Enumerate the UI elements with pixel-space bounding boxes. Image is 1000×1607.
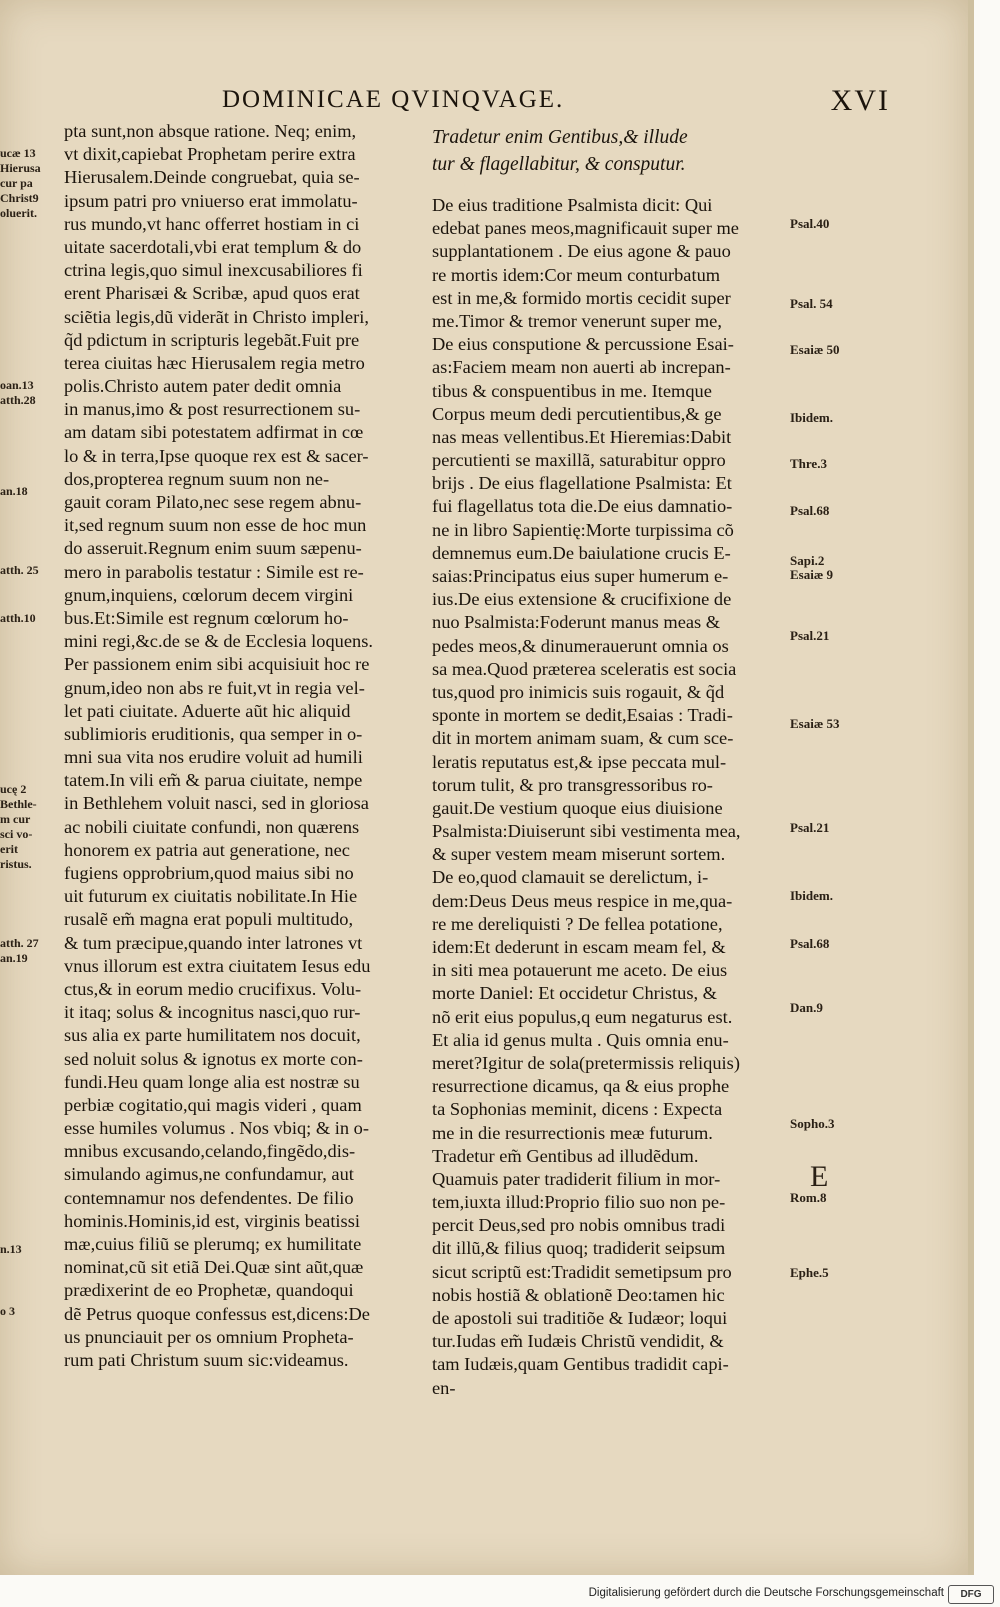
- text-line: re me dereliquisti ? De fellea potatione,: [432, 913, 723, 934]
- margin-note: [0, 563, 58, 578]
- text-line: in Bethlehem voluit nasci, sed in gloriosa: [64, 793, 369, 814]
- text-line: & super vestem meam miserunt sortem.: [432, 844, 726, 865]
- left-text-column: [64, 120, 414, 1372]
- right-text-column: [432, 124, 792, 1400]
- text-line: Hierusalem.Deinde congruebat, quia se-: [64, 167, 360, 188]
- margin-note-line: atth.28: [0, 393, 36, 407]
- text-line: torum tulit, & pro transgressoribus ro-: [432, 774, 713, 795]
- margin-note: [0, 378, 58, 408]
- text-line: uitate sacerdotali,vbi erat templum & do: [64, 236, 362, 257]
- text-line: nuo Psalmista:Foderunt manus meas &: [432, 612, 721, 633]
- margin-reference: Esaiæ 9: [790, 567, 833, 582]
- margin-note-line: ucæ 13: [0, 146, 36, 160]
- margin-note: [0, 146, 58, 221]
- margin-note-line: an.19: [0, 951, 28, 965]
- text-line: tus,quod pro inimicis suis rogauit, & q̃d: [432, 681, 725, 702]
- text-line: perbiæ cogitatio,qui magis videri , quam: [64, 1094, 362, 1115]
- text-line: ac nobili ciuitate confundi, non quærens: [64, 816, 360, 837]
- digitization-footer: [0, 1582, 1000, 1607]
- text-line: vnus illorum est extra ciuitatem Iesus edu: [64, 955, 371, 976]
- text-line: ctus,& in eorum medio crucifixus. Volu-: [64, 978, 362, 999]
- text-line: sicut scriptũ est:Tradidit semetipsum pro: [432, 1261, 732, 1282]
- text-line: sublimioris eruditionis, qua semper in o-: [64, 723, 363, 744]
- margin-reference: Ibidem.: [790, 888, 833, 903]
- text-line: sus alia ex parte humilitatem nos docuit,: [64, 1025, 361, 1046]
- text-line: demnemus eum.De baiulatione crucis E-: [432, 542, 731, 563]
- section-heading: [432, 124, 792, 178]
- text-line: ipsum patri pro vniuerso erat immolatu-: [64, 190, 358, 211]
- text-line: gauit coram Pilato,nec sese regem abnu-: [64, 492, 362, 512]
- text-line: en-: [432, 1377, 456, 1398]
- margin-reference: Sapi.2: [790, 553, 825, 568]
- text-line: bus.Et:Simile est regnum cœlorum ho-: [64, 607, 349, 628]
- text-line: hominis.Hominis,id est, virginis beatissi: [64, 1210, 360, 1231]
- text-line: tem,iuxta illud:Proprio filio suo non pe-: [432, 1192, 726, 1213]
- folio-number: XVI: [830, 84, 890, 117]
- text-line: contemnamur nos defendentes. De filio: [64, 1187, 354, 1208]
- text-line: rusalẽ em̃ magna erat populi multitudo,: [64, 909, 354, 930]
- text-line: am datam sibi potestatem adfirmat in cœ: [64, 422, 364, 443]
- margin-reference: Thre.3: [790, 456, 827, 471]
- text-line: esse humiles volumus . Nos vbiq; & in o-: [64, 1118, 369, 1139]
- text-line: mini regi,&c.de se & de Ecclesia loquens.: [64, 631, 373, 652]
- text-line: dẽ Petrus quoque confessus est,dicens:De: [64, 1303, 370, 1324]
- margin-note: [0, 1304, 58, 1319]
- text-line: pta sunt,non absque ratione. Neq; enim,: [64, 121, 357, 141]
- text-line: tam Iudæis,quam Gentibus tradidit capi-: [432, 1354, 729, 1375]
- text-line: Quamuis pater tradiderit filium in mor-: [432, 1168, 721, 1189]
- text-line: ius.De eius extensione & crucifixione de: [432, 589, 732, 610]
- text-line: dit in mortem animam suam, & cum sce-: [432, 728, 734, 749]
- margin-reference: Psal.68: [790, 503, 830, 518]
- running-head: DOMINICAE QVINQVAGE.: [222, 86, 565, 113]
- margin-note-line: m cur: [0, 812, 31, 826]
- text-line: nas meas vellentibus.Et Hieremias:Dabit: [432, 426, 732, 447]
- text-line: supplantationem . De eius agone & pauo: [432, 241, 731, 262]
- text-line: fui flagellatus tota die.De eius damnatio-: [432, 496, 733, 517]
- margin-note-line: oluerit.: [0, 206, 37, 220]
- text-line: est in me,& formido mortis cecidit super: [432, 287, 731, 308]
- margin-note-line: ristus.: [0, 857, 32, 871]
- margin-note-line: ucę 2: [0, 782, 27, 796]
- text-line: prædixerint de eo Prophetæ, quandoqui: [64, 1280, 354, 1301]
- text-line: gauit.De vestium quoque eius diuisione: [432, 797, 723, 818]
- margin-note: [0, 782, 58, 872]
- margin-reference: Rom.8: [790, 1190, 827, 1205]
- text-line: tur.Iudas em̃ Iudæis Christũ vendidit, &: [432, 1331, 724, 1352]
- text-line: rum pati Christum suum sic:videamus.: [64, 1349, 349, 1370]
- text-line: resurrectione dicamus, qa & eius prophe: [432, 1076, 730, 1097]
- text-line: de apostoli sui traditiõe & Iudæor; loqui: [432, 1308, 728, 1328]
- margin-reference: Psal.40: [790, 216, 830, 231]
- text-line: polis.Christo autem pater dedit omnia: [64, 376, 342, 397]
- section-letter: E: [810, 1160, 829, 1193]
- margin-reference: Psal.21: [790, 628, 830, 643]
- text-line: in manus,imo & post resurrectionem su-: [64, 399, 361, 420]
- text-line: erent Pharisæi & Scribæ, apud quos erat: [64, 283, 360, 304]
- text-line: De eius traditione Psalmista dicit: Qui: [432, 195, 713, 215]
- margin-reference: Ephe.5: [790, 1265, 829, 1280]
- text-line: sponte in mortem se dedit,Esaias : Tradi-: [432, 705, 733, 726]
- text-line: Psalmista:Diuiserunt sibi vestimenta mea,: [432, 821, 741, 842]
- text-line: in siti mea potauerunt me aceto. De eius: [432, 960, 728, 981]
- text-line: De eius consputione & percussione Esai-: [432, 334, 734, 355]
- text-line: Tradetur em̃ Gentibus ad illudẽdum.: [432, 1145, 699, 1166]
- margin-reference: Psal.68: [790, 936, 830, 951]
- text-line: sciẽtia legis,dũ viderãt in Christo impleri,: [64, 306, 369, 327]
- text-line: me.Timor & tremor venerunt super me,: [432, 310, 722, 331]
- margin-note-line: Bethle-: [0, 797, 37, 811]
- text-line: sed noluit solus & ignotus ex morte con-: [64, 1048, 363, 1069]
- margin-note: [0, 936, 58, 966]
- text-line: idem:Et dederunt in escam meam fel, &: [432, 937, 726, 957]
- text-line: brijs . De eius flagellatione Psalmista: Et: [432, 473, 732, 494]
- margin-note-line: cur pa: [0, 176, 33, 190]
- margin-reference: Esaiæ 50: [790, 342, 840, 357]
- margin-reference: Sopho.3: [790, 1116, 835, 1131]
- text-line: saias:Principatus eius super humerum e-: [432, 566, 729, 586]
- margin-note-line: atth.10: [0, 611, 36, 625]
- text-line: terea ciuitas hæc Hierusalem regia metro: [64, 352, 365, 373]
- text-line: morte Daniel: Et occidetur Christus, &: [432, 983, 717, 1004]
- margin-note-line: Christ9: [0, 191, 39, 205]
- text-line: Corpus meum dedi percutientibus,& ge: [432, 403, 722, 424]
- text-line: let pati ciuitate. Aduerte aũt hic aliquid: [64, 700, 351, 721]
- text-line: honorem ex patria aut generatione, nec: [64, 839, 350, 860]
- margin-note-line: atth. 25: [0, 563, 39, 577]
- text-line: nominat,cũ sit etiã Dei.Quæ sint aũt,quæ: [64, 1257, 364, 1278]
- right-body-text: [432, 194, 792, 1400]
- text-line: tibus & conspuentibus in me. Itemque: [432, 380, 712, 401]
- text-line: lo & in terra,Ipse quoque rex est & sacer-: [64, 445, 369, 466]
- margin-note-line: sci vo-: [0, 827, 33, 841]
- margin-reference: Dan.9: [790, 1000, 823, 1015]
- text-line: meret?Igitur de sola(pretermissis reliquis): [432, 1052, 740, 1073]
- margin-note-line: o 3: [0, 1304, 15, 1318]
- text-line: fundi.Heu quam longe alia est nostræ su: [64, 1071, 360, 1092]
- text-line: pedes meos,& dinumerauerunt omnia os: [432, 635, 729, 656]
- text-line: ne in libro Sapientię:Morte turpissima cõ: [432, 519, 734, 540]
- text-line: vt dixit,capiebat Prophetam perire extra: [64, 144, 356, 165]
- text-line: ta Sophonias meminit, dicens : Expecta: [432, 1099, 723, 1120]
- margin-note-line: Hierusa: [0, 161, 41, 175]
- text-line: as:Faciem meam non auerti ab increpan-: [432, 357, 731, 378]
- text-line: us pnunciauit per os omnium Propheta-: [64, 1326, 354, 1347]
- heading-line: tur & flagellabitur, & consputur.: [432, 154, 686, 175]
- margin-note-line: erit: [0, 842, 18, 856]
- text-line: gnum,ideo non abs re fuit,vt in regia vel-: [64, 677, 365, 698]
- text-line: Per passionem enim sibi acquisiuit hoc re: [64, 654, 370, 675]
- text-line: De eo,quod clamauit se derelictum, i-: [432, 867, 709, 888]
- margin-note-line: atth. 27: [0, 936, 39, 950]
- text-line: dem:Deus Deus meus respice in me,qua-: [432, 890, 733, 911]
- text-line: percutienti se maxillã, saturabitur oppro: [432, 450, 726, 471]
- text-line: sa mea.Quod præterea sceleratis est socia: [432, 658, 737, 679]
- text-line: nobis hostiã & oblationẽ Deo:tamen hic: [432, 1284, 725, 1305]
- text-line: fugiens opprobrium,quod maius sibi no: [64, 863, 354, 883]
- margin-reference: Psal.21: [790, 820, 830, 835]
- text-line: dos,propterea regnum suum non ne-: [64, 468, 330, 489]
- margin-note-line: n.13: [0, 1242, 22, 1256]
- text-line: edebat panes meos,magnificauit super me: [432, 218, 739, 239]
- text-line: mero in parabolis testatur : Simile est re-: [64, 561, 364, 582]
- text-line: rus mundo,vt hanc offerret hostiam in ci: [64, 213, 360, 234]
- margin-note: [0, 484, 58, 499]
- footer-credit: Digitalisierung gefördert durch die Deutsche Forschungsgemeinschaft: [588, 1587, 944, 1599]
- margin-note-line: oan.13: [0, 378, 34, 392]
- margin-reference: Esaiæ 53: [790, 716, 840, 731]
- text-line: mni sua vita nos erudire voluit ad humili: [64, 747, 363, 768]
- heading-line: Tradetur enim Gentibus,& illude: [432, 127, 688, 148]
- text-line: re mortis idem:Cor meum conturbatum: [432, 264, 721, 285]
- text-line: simulando agimus,ne confundamur, aut: [64, 1164, 354, 1185]
- text-line: ctrina legis,quo simul inexcusabiliores fi: [64, 260, 363, 281]
- margin-reference: Psal. 54: [790, 296, 833, 311]
- text-line: do asseruit.Regnum enim suum sæpenu-: [64, 538, 362, 559]
- text-line: leratis reputatus est,& ipse peccata mul-: [432, 751, 727, 772]
- text-line: gnum,inquiens, cœlorum decem virgini: [64, 584, 354, 605]
- margin-note: [0, 611, 58, 626]
- text-line: tatem.In vili em̃ & parua ciuitate, nempe: [64, 770, 363, 791]
- margin-note: [0, 1242, 58, 1257]
- text-line: percit Deus,sed pro nobis omnibus tradi: [432, 1215, 726, 1236]
- text-line: it,sed regnum suum non esse de hoc mun: [64, 515, 367, 536]
- text-line: Et alia id genus multa . Quis omnia enu-: [432, 1029, 729, 1050]
- text-line: mæ,cuius filiũ se plerumq; ex humilitate: [64, 1234, 362, 1254]
- dfg-logo: DFG: [948, 1585, 994, 1604]
- text-line: nõ erit eius populus,q eum negaturus est.: [432, 1006, 733, 1027]
- text-line: me in die resurrectionis meæ futurum.: [432, 1122, 713, 1143]
- text-line: dit illũ,& filius quoq; tradiderit seipsum: [432, 1238, 726, 1259]
- text-line: mnibus excusando,celando,fingẽdo,dis-: [64, 1141, 356, 1162]
- text-line: & tum præcipue,quando inter latrones vt: [64, 932, 363, 953]
- text-line: q̃d pdictum in scripturis legebãt.Fuit pre: [64, 329, 360, 350]
- text-line: it itaq; solus & incognitus nasci,quo rur-: [64, 1002, 361, 1023]
- text-line: uit futurum ex ciuitatis nobilitate.In Hie: [64, 886, 358, 907]
- margin-note-line: an.18: [0, 484, 28, 498]
- margin-reference: Ibidem.: [790, 410, 833, 425]
